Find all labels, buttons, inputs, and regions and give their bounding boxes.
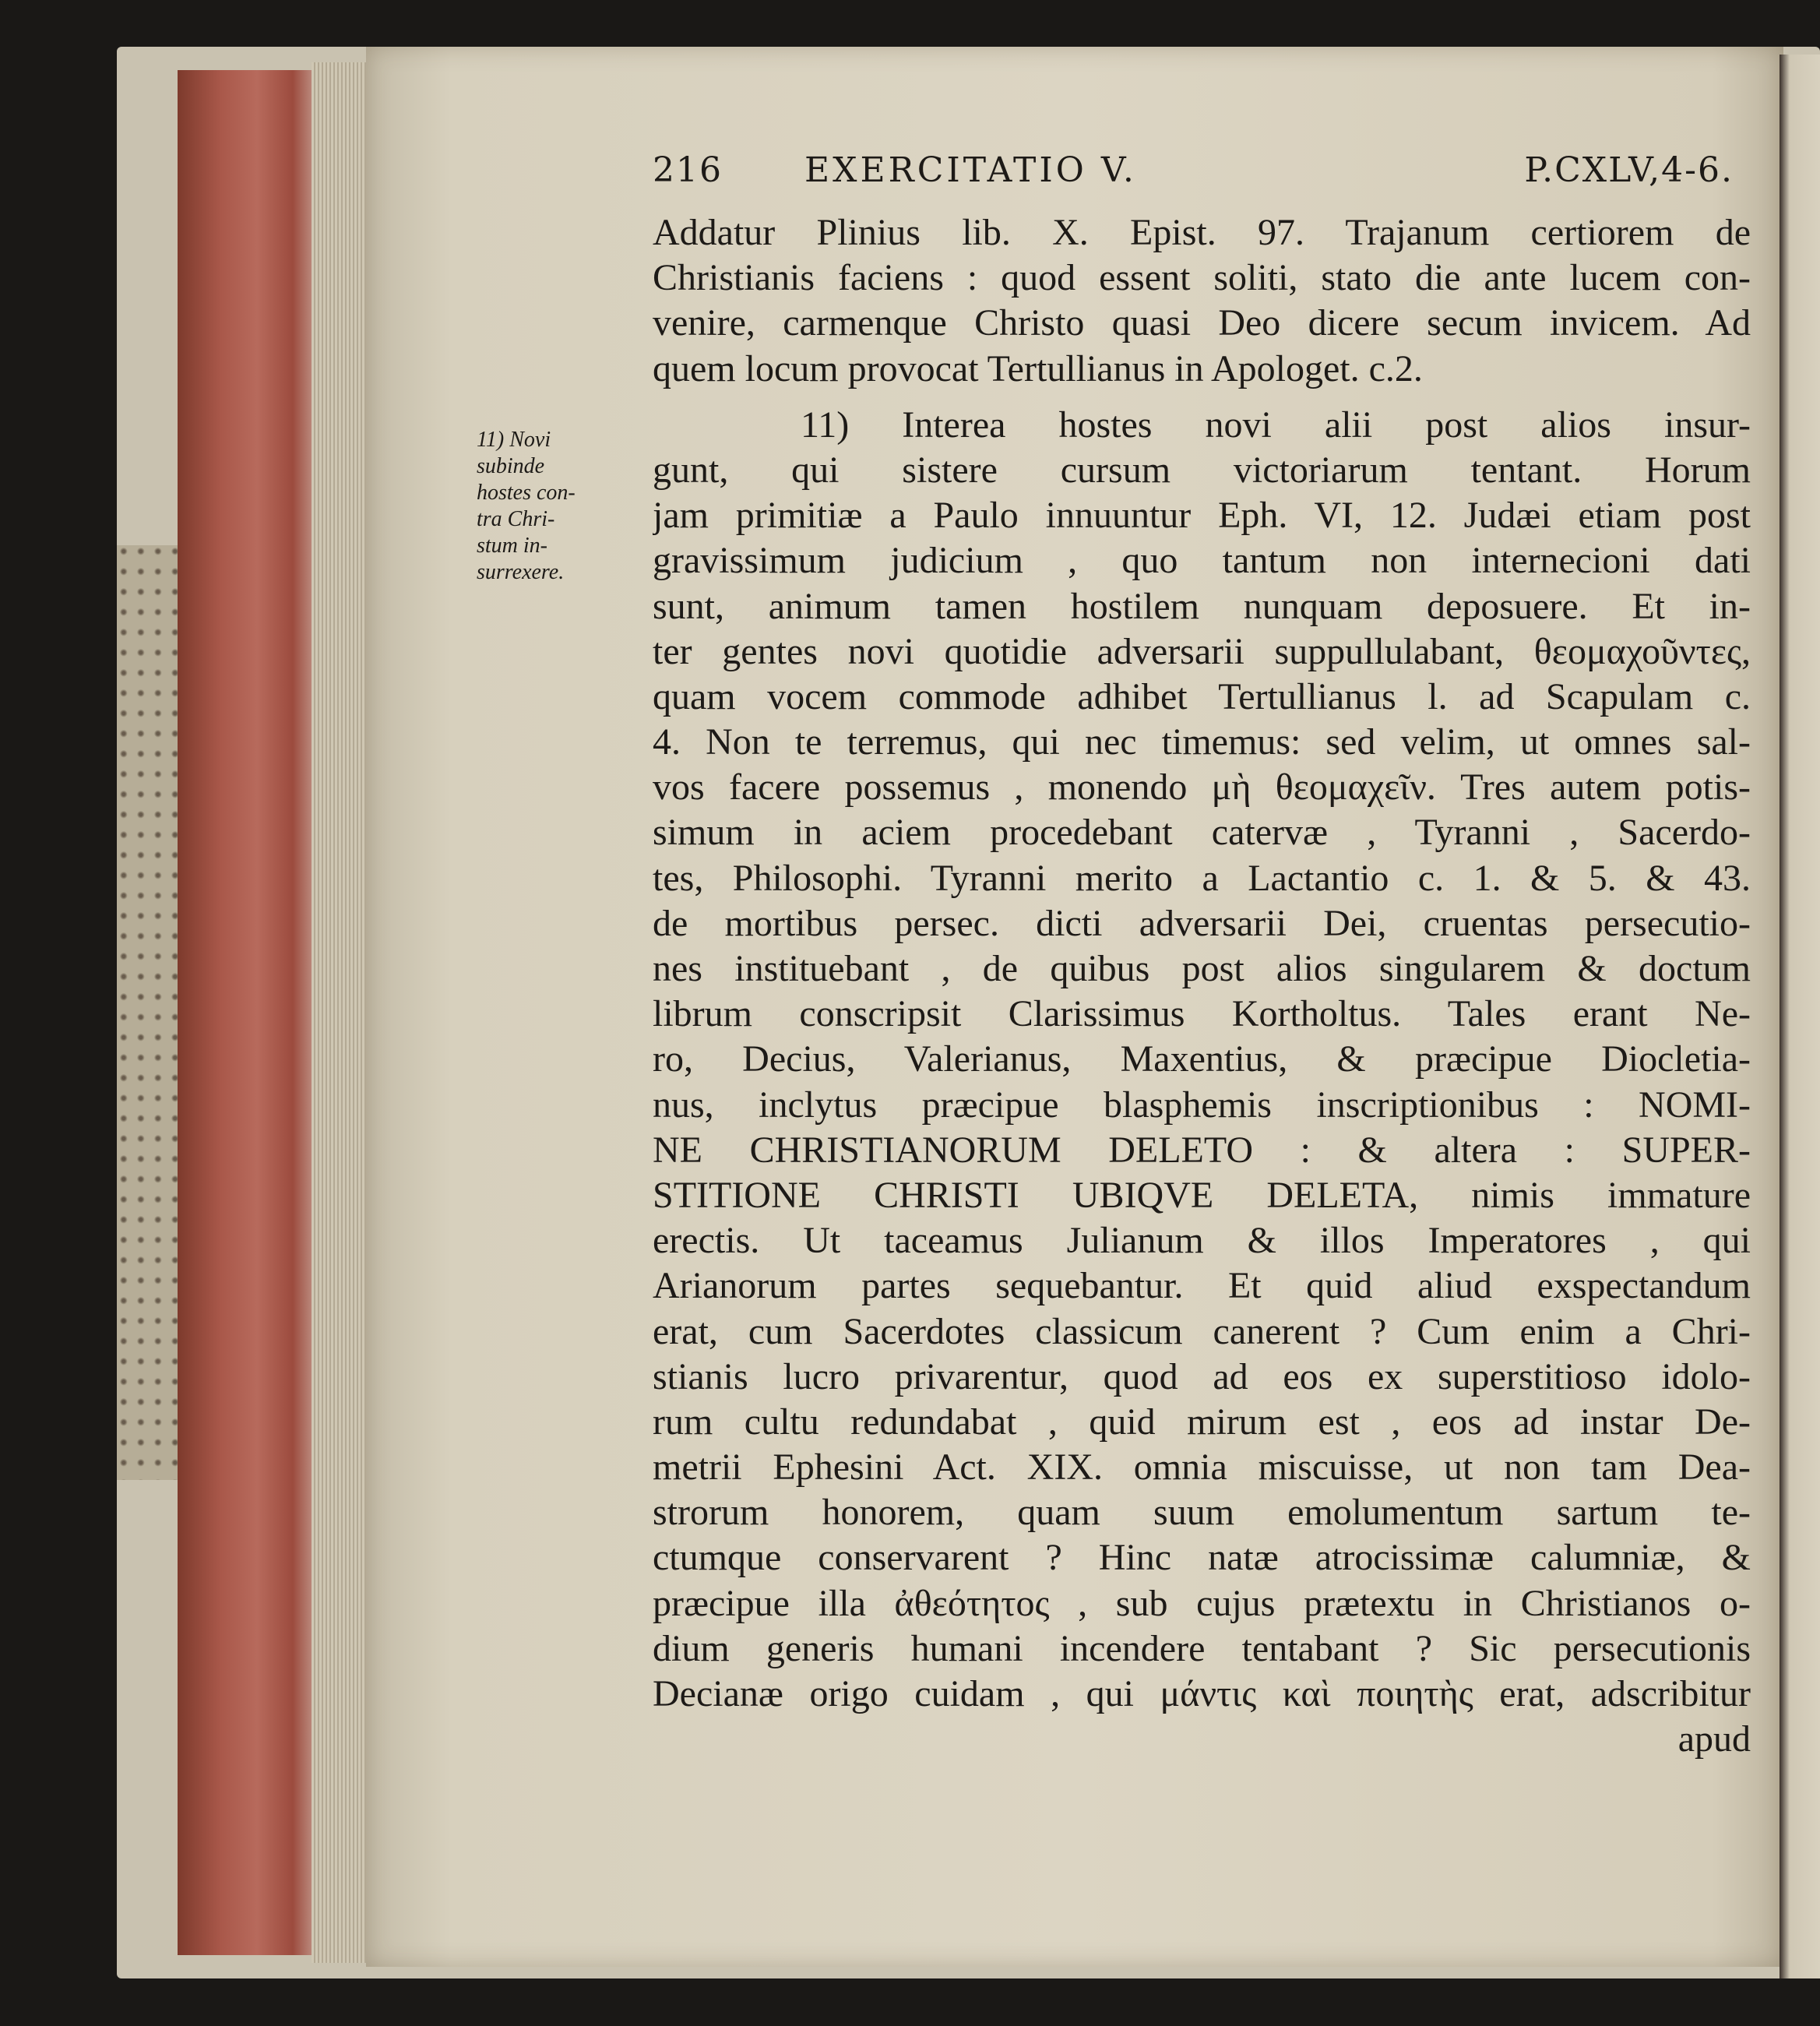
margin-note-line: 11) Novi	[477, 428, 551, 452]
text-line: stianis lucro privarentur, quod ad eos ex superstitioso idolo-	[653, 1355, 1751, 1397]
page-number: 216	[653, 150, 723, 190]
margin-note	[477, 427, 632, 586]
margin-note-line: hostes con-	[477, 481, 576, 505]
cover-foxing	[117, 545, 178, 1480]
text-line: sunt, animum tamen hostilem nunquam deposuere. Et in-	[653, 585, 1751, 627]
text-line: Addatur Plinius lib. X. Epist. 97. Trajanum certiorem de	[653, 212, 1751, 253]
text-line: erectis. Ut taceamus Julianum & illos Imperatores , qui	[653, 1220, 1751, 1262]
text-line: tes, Philosophi. Tyranni merito a Lactantio c. 1. & 5. & 43.	[653, 857, 1751, 899]
text-line: quem locum provocat Tertullianus in Apologet. c.2.	[653, 347, 1423, 389]
margin-note-line: subinde	[477, 454, 545, 478]
margin-note-line: stum in-	[477, 534, 547, 558]
catchword: apud	[1677, 1718, 1751, 1760]
text-line: venire, carmenque Christo quasi Deo dicere secum invicem. Ad	[653, 302, 1751, 344]
paragraph-start-line: 11) Interea hostes novi alii post alios insur-	[801, 403, 1751, 446]
text-line: dium generis humani incendere tentabant ? Sic persecutionis	[653, 1627, 1751, 1669]
text-line: simum in aciem procedebant catervæ , Tyranni , Sacerdo-	[653, 812, 1751, 854]
text-line: ter gentes novi quotidie adversarii suppullulabant, θεομαχοῦντες,	[653, 630, 1751, 672]
text-line: quam vocem commode adhibet Tertullianus l. ad Scapulam c.	[653, 675, 1751, 717]
margin-note-line: surrexere.	[477, 560, 565, 584]
text-line: 4. Non te terremus, qui nec timemus: sed velim, ut omnes sal-	[653, 721, 1751, 763]
text-line: de mortibus persec. dicti adversarii Dei, cruentas persecutio-	[653, 902, 1751, 944]
text-line: librum conscripsit Clarissimus Kortholtus. Tales erant Ne-	[653, 993, 1751, 1035]
text-line: metrii Ephesini Act. XIX. omnia miscuisse, ut non tam Dea-	[653, 1446, 1751, 1489]
body-text	[653, 210, 1751, 1762]
text-line: NE CHRISTIANORUM DELETO : & altera : SUPER-	[653, 1129, 1751, 1171]
text-line: jam primitiæ a Paulo innuuntur Eph. VI, 12. Judæi etiam post	[653, 495, 1751, 537]
text-line: præcipue illa ἀθεότητος , sub cujus prætextu in Christianos o-	[653, 1582, 1751, 1624]
text-line: rum cultu redundabat , quid mirum est , eos ad instar De-	[653, 1401, 1751, 1443]
section-reference: P.CXLV,4-6.	[1524, 150, 1734, 190]
text-line: ctumque conservarent ? Hinc natæ atrocissimæ calumniæ, &	[653, 1537, 1751, 1579]
text-line: Arianorum partes sequebantur. Et quid aliud exspectandum	[653, 1265, 1751, 1307]
text-line: nus, inclytus præcipue blasphemis inscriptionibus : NOMI-	[653, 1083, 1751, 1126]
page-edge-red	[178, 70, 322, 1955]
text-line: strorum honorem, quam suum emolumentum sartum te-	[653, 1492, 1751, 1534]
text-line: Decianæ origo cuidam , qui μάντις καὶ ποιητὴς erat, adscribitur	[653, 1673, 1751, 1714]
text-line: gravissimum judicium , quo tantum non internecioni dati	[653, 540, 1751, 582]
text-line: vos facere possemus , monendo μὴ θεομαχεῖν. Tres autem potis-	[653, 766, 1751, 809]
running-header	[653, 150, 1749, 197]
page-stack	[312, 62, 374, 1963]
text-line: Christianis faciens : quod essent soliti, stato die ante lucem con-	[653, 257, 1751, 299]
text-line: gunt, qui sistere cursum victoriarum tentant. Horum	[653, 449, 1751, 491]
text-line: STITIONE CHRISTI UBIQVE DELETA, nimis immature	[653, 1174, 1751, 1216]
facing-page-edge	[1780, 55, 1820, 1978]
text-line: erat, cum Sacerdotes classicum canerent ? Cum enim a Chri-	[653, 1310, 1751, 1352]
text-line: nes instituebant , de quibus post alios singularem & doctum	[653, 948, 1751, 989]
text-line: ro, Decius, Valerianus, Maxentius, & præcipue Diocletia-	[653, 1038, 1751, 1080]
margin-note-line: tra Chri-	[477, 507, 555, 531]
running-title: EXERCITATIO V.	[804, 150, 1137, 190]
